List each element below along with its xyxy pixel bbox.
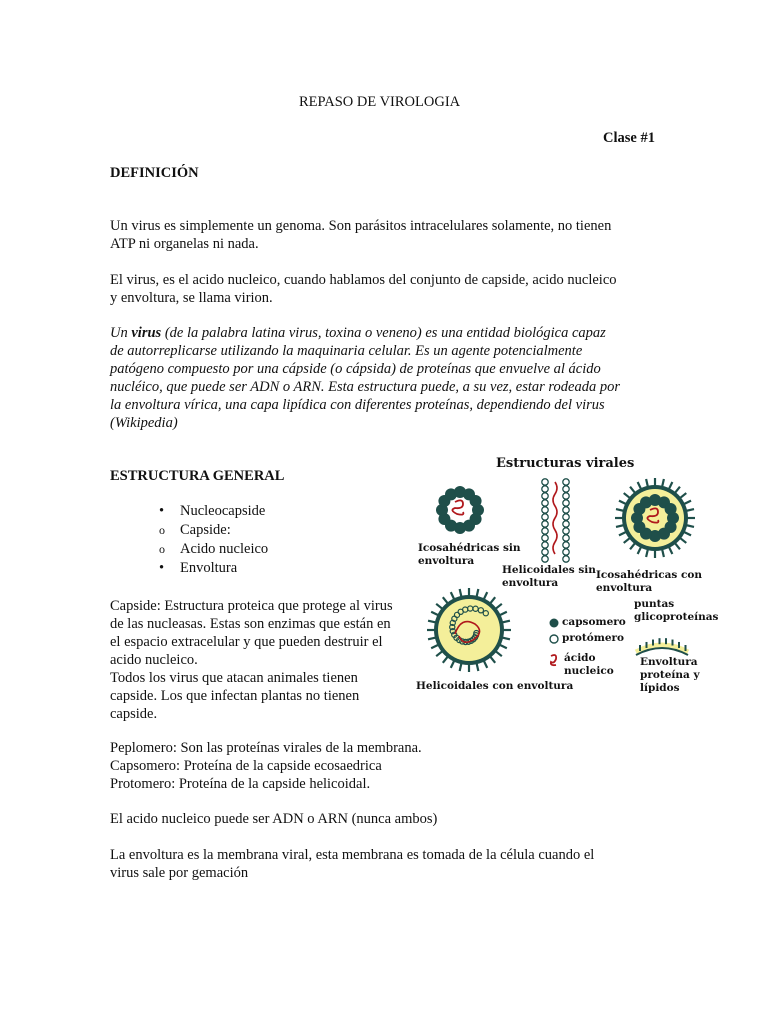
protomer-circle [542, 507, 548, 513]
label-line: puntas [634, 598, 675, 610]
nucleic-acid-strand [452, 500, 463, 514]
legend-protomer-icon [550, 635, 558, 643]
glycoprotein-spike [477, 589, 479, 597]
label-hel-con: Helicoidales con envoltura [416, 680, 574, 692]
list-item [159, 559, 268, 578]
protomer-circle [563, 514, 569, 520]
wiki-bold-term: virus [131, 325, 162, 341]
glycoprotein-spike [484, 661, 487, 668]
glycoprotein-spike [662, 549, 664, 557]
protomer-circle [563, 521, 569, 527]
legend-nucleic-acid-icon [551, 655, 556, 665]
list-item [138, 540, 268, 559]
paragraph-capside [110, 597, 410, 723]
glycoprotein-spike [496, 651, 502, 656]
glycoprotein-spike [684, 532, 691, 535]
label-line: Helicoidales sin [502, 564, 596, 576]
glycoprotein-spike [443, 657, 448, 663]
label-line: envoltura [502, 577, 559, 589]
text-line: acido nucleico. [110, 652, 198, 668]
protomer-circle [542, 556, 548, 562]
label-line: envoltura [418, 555, 475, 567]
glycoprotein-spike [496, 604, 502, 609]
glycoprotein-spike [669, 547, 672, 554]
legend-envoltura [640, 656, 700, 695]
protomer-circle [542, 521, 548, 527]
glycoprotein-spike [490, 657, 495, 663]
legend-capsomero: capsomero [562, 616, 626, 628]
envelope-lipid [438, 599, 500, 661]
wiki-line-rest: (de la palabra latina virus, toxina o veneno) es una entidad biológica capaz [161, 325, 606, 341]
label-line: glicoproteínas [634, 611, 719, 623]
text-line: de las nucleasas. Estas son enzimas que están en [110, 616, 391, 632]
paragraph-wikipedia [110, 324, 655, 432]
structure-list [159, 502, 269, 578]
glycoprotein-spike [484, 592, 487, 599]
glycoprotein-spike [500, 612, 507, 615]
list-item-label: Envoltura [180, 560, 238, 576]
glycoprotein-spike [662, 479, 664, 487]
protomer-circle [563, 500, 569, 506]
text-line: el espacio extracelular y que pueden destruir el [110, 634, 383, 650]
text-line: capside. Los que infectan plantas no tienen [110, 688, 360, 704]
class-label: Clase #1 [603, 130, 655, 146]
bullet-icon: • [159, 560, 165, 576]
glycoprotein-spike [675, 543, 680, 549]
list-item [159, 502, 268, 521]
glycoprotein-spike [630, 487, 635, 493]
glycoprotein-spike [451, 592, 454, 599]
glycoprotein-spike [624, 493, 630, 498]
text-line: Protomero: Proteína de la capside helicoidal. [110, 776, 371, 792]
text-line: la envoltura vírica, una capa lipídica con diferentes proteínas, dependiendo del virus [110, 397, 605, 413]
label-hel-sin [502, 564, 596, 590]
protomer-circle [542, 500, 548, 506]
glycoprotein-spike [616, 525, 624, 527]
glycoprotein-spike [616, 509, 624, 511]
glycoprotein-spike [675, 487, 680, 493]
label-ico-con: Icosahédricas con envoltura [596, 569, 702, 594]
glycoprotein-spike [460, 663, 462, 671]
paragraph-envoltura [110, 846, 655, 882]
paragraph-terms [110, 739, 422, 793]
protomer-circle [563, 542, 569, 548]
glycoprotein-spike [624, 538, 630, 543]
glycoprotein-spike [428, 621, 436, 623]
capsomer-dot [665, 503, 677, 515]
icosahedral-enveloped-virus [615, 478, 695, 558]
glycoprotein-spike [451, 661, 454, 668]
glycoprotein-spike [428, 638, 436, 640]
protomer-circle [563, 556, 569, 562]
protomer-circle [563, 535, 569, 541]
heading-estructura: ESTRUCTURA GENERAL [110, 468, 285, 484]
legend-puntas [634, 598, 718, 624]
text-line [110, 324, 655, 342]
text-line: El virus, es el acido nucleico, cuando hablamos del conjunto de capside, acido nucleico [110, 272, 617, 288]
protomer-circle [542, 479, 548, 485]
text-line: capside. [110, 706, 158, 722]
text-line: La envoltura es la membrana viral, esta membrana es tomada de la célula cuando el [110, 847, 595, 863]
glycoprotein-spike [669, 482, 672, 489]
protomer-circle [542, 493, 548, 499]
protomer-circle [542, 549, 548, 555]
capsomer-dot [470, 495, 482, 507]
glycoprotein-spike [638, 547, 641, 554]
label-line: nucleico [564, 665, 614, 677]
protomer-circle [563, 486, 569, 492]
bullet-icon: • [159, 503, 165, 519]
wiki-prefix: Un [110, 325, 132, 341]
glycoprotein-spike [477, 663, 479, 671]
protomer-circle [563, 528, 569, 534]
text-line: ATP ni organelas ni nada. [110, 236, 259, 252]
glycoprotein-spike [686, 509, 694, 511]
protomer-circle [542, 528, 548, 534]
label-line: lípidos [640, 682, 680, 694]
protomer-circle [542, 535, 548, 541]
text-line: de autorreplicarse utilizando la maquinaria celular. Es un agente potencialmente [110, 343, 583, 359]
list-item-label: Acido nucleico [180, 541, 269, 557]
paragraph-definition [110, 217, 655, 253]
text-line: Capside: Estructura proteica que protege al virus [110, 598, 393, 614]
protomer-circle [563, 549, 569, 555]
figure-title: Estructuras virales [496, 456, 635, 471]
protomer-circle [563, 493, 569, 499]
circle-bullet-icon: o [159, 523, 165, 537]
glycoprotein-spike [460, 589, 462, 597]
paragraph-acido: El acido nucleico puede ser ADN o ARN (nunca ambos) [110, 811, 438, 827]
label-line: Envoltura [640, 656, 698, 668]
glycoprotein-spike [686, 525, 694, 527]
text-line: Capsomero: Proteína de la capside ecosaedrica [110, 758, 382, 774]
text-line: patógeno compuesto por una cápside (o cápsida) de proteínas que envuelve al ácido [110, 361, 601, 377]
protomer-circle [542, 486, 548, 492]
icosahedral-naked-virus [436, 486, 484, 534]
protomer-circle [542, 542, 548, 548]
glycoprotein-spike [630, 543, 635, 549]
label-line: ácido [564, 652, 596, 664]
glycoprotein-spike [500, 645, 507, 648]
text-line: Peplomero: Son las proteínas virales de la membrana. [110, 740, 422, 756]
glycoprotein-spike [638, 482, 641, 489]
list-item [138, 521, 268, 540]
glycoprotein-spike [436, 604, 442, 609]
protomer-circle [563, 479, 569, 485]
label-line: proteína y [640, 669, 700, 681]
page-title: REPASO DE VIROLOGIA [299, 94, 461, 110]
glycoprotein-spike [646, 549, 648, 557]
heading-definicion: DEFINICIÓN [110, 165, 199, 181]
list-item-label: Capside: [180, 522, 231, 538]
list-item-label: Nucleocapside [180, 503, 266, 519]
glycoprotein-spike [502, 621, 510, 623]
glycoprotein-spike [431, 612, 438, 615]
glycoprotein-spike [436, 651, 442, 656]
legend-protomero: protómero [562, 632, 625, 644]
text-line: virus sale por gemación [110, 865, 249, 881]
glycoprotein-spike [684, 501, 691, 504]
protomer-circle [542, 514, 548, 520]
label-line: Icosahédricas sin [418, 542, 521, 554]
protomer-circle [563, 507, 569, 513]
helical-naked-virus [542, 479, 569, 562]
glycoprotein-spike [443, 597, 448, 603]
viral-structures-figure [412, 452, 746, 704]
glycoprotein-spike [680, 493, 686, 498]
text-line: Un virus es simplemente un genoma. Son parásitos intracelulares solamente, no tienen [110, 218, 612, 234]
paragraph-virion [110, 271, 655, 307]
glycoprotein-spike [502, 638, 510, 640]
text-line: nucléico, que puede ser ADN o ARN. Esta estructura puede, a su vez, estar rodeada por [110, 379, 620, 395]
glycoprotein-spike [646, 479, 648, 487]
text-line: Todos los virus que atacan animales tienen [110, 670, 358, 686]
glycoprotein-spike [490, 597, 495, 603]
legend-acido [564, 652, 614, 678]
text-line: (Wikipedia) [110, 415, 178, 431]
legend-capsomer-icon [550, 619, 559, 628]
glycoprotein-spike [619, 532, 626, 535]
nucleic-acid-strand [553, 482, 557, 554]
glycoprotein-spike [619, 501, 626, 504]
circle-bullet-icon: o [159, 542, 165, 556]
glycoprotein-spike [680, 538, 686, 543]
helical-enveloped-virus [427, 588, 511, 672]
glycoprotein-spike [431, 645, 438, 648]
text-line: y envoltura, se llama virion. [110, 290, 273, 306]
